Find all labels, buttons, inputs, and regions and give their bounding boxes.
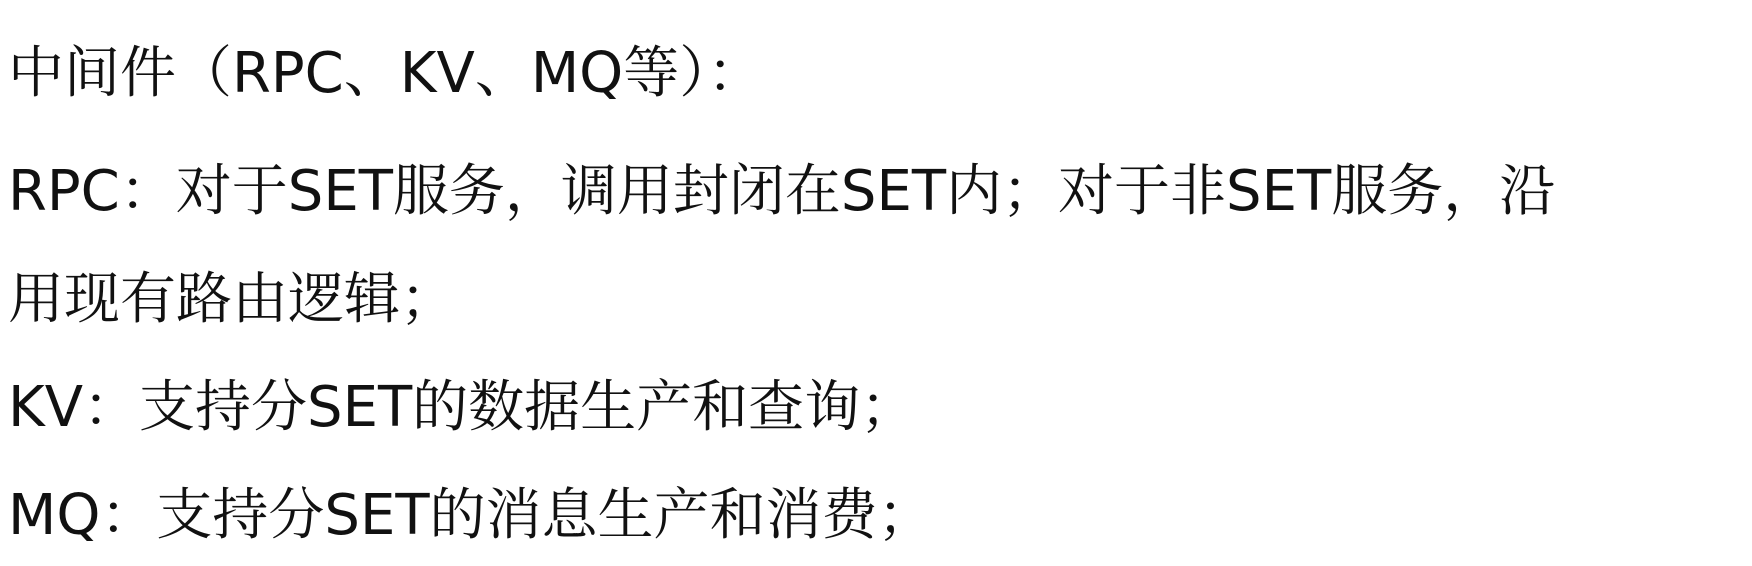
heading-middleware: 中间件（RPC、KV、MQ等）： bbox=[8, 41, 764, 106]
mq-description: MQ：支持分SET的消息生产和消费； bbox=[8, 483, 934, 548]
rpc-description: RPC：对于SET服务，调用封闭在SET内；对于非SET服务，沿 bbox=[8, 159, 1556, 224]
kv-description: KV：支持分SET的数据生产和查询； bbox=[8, 375, 917, 440]
rpc-description-continued: 用现有路由逻辑； bbox=[8, 267, 456, 332]
